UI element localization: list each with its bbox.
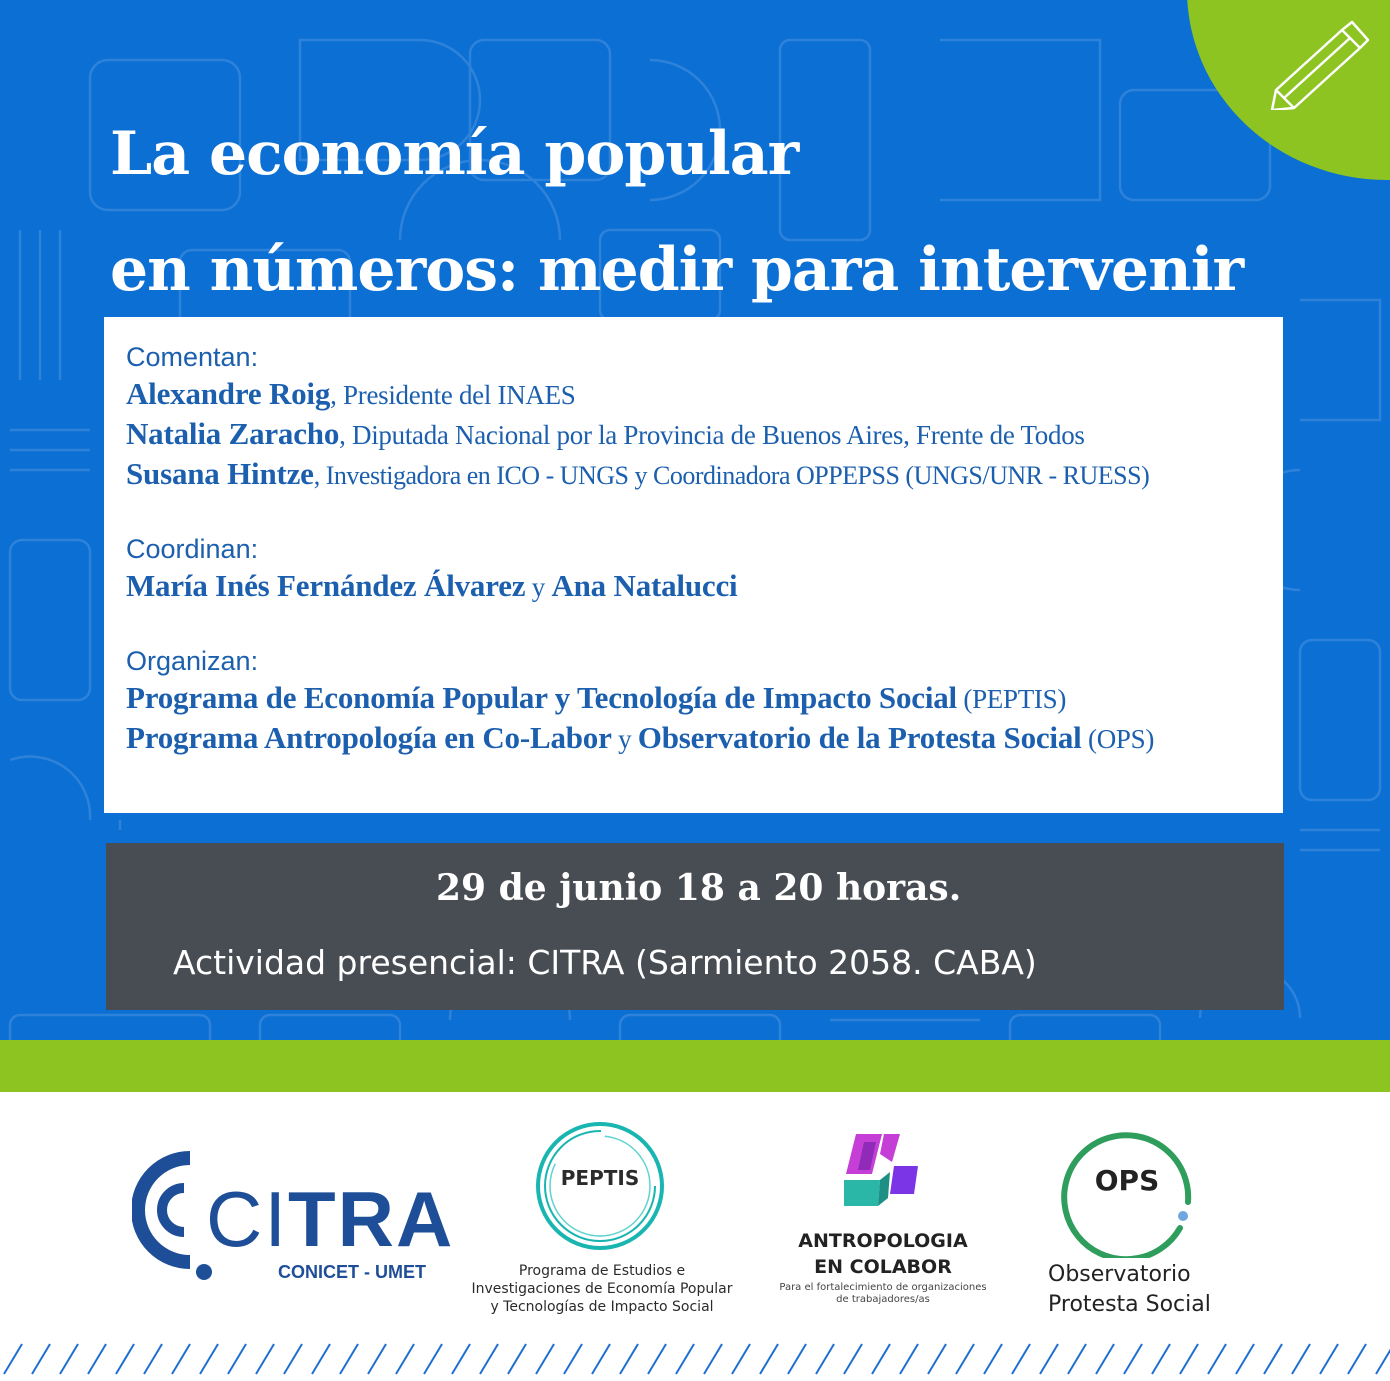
antropologia-name	[770, 1228, 996, 1280]
antropologia-name-line: EN COLABOR	[814, 1256, 952, 1278]
hatch-stroke	[1068, 1344, 1086, 1374]
hatch-stroke	[928, 1344, 946, 1374]
ops-name	[1048, 1260, 1258, 1320]
hatch-stroke	[1348, 1344, 1366, 1374]
event-date: 29 de junio 18 a 20 horas.	[436, 867, 962, 909]
hatch-stroke	[452, 1344, 470, 1374]
organizer-name: Programa de Economía Popular y Tecnología de Impacto Social	[126, 680, 957, 715]
event-title-line-1: La economía popular	[110, 119, 799, 189]
citra-wordmark-c: C	[206, 1175, 265, 1263]
peptis-name: PEPTIS	[560, 1166, 640, 1190]
antropologia-name-line: ANTROPOLOGIA	[798, 1230, 968, 1252]
speakers-panel	[104, 317, 1283, 813]
green-divider-band	[0, 1040, 1390, 1092]
hatch-stroke	[592, 1344, 610, 1374]
ops-name-line: Observatorio	[1048, 1262, 1191, 1287]
hatch-stroke	[4, 1344, 22, 1374]
peptis-description	[470, 1262, 734, 1316]
hatch-stroke	[1236, 1344, 1254, 1374]
hatch-stroke	[536, 1344, 554, 1374]
hatch-stroke	[760, 1344, 778, 1374]
hatch-stroke	[60, 1344, 78, 1374]
hatch-stroke	[200, 1344, 218, 1374]
peptis-desc-line: Programa de Estudios e	[518, 1263, 686, 1279]
hatch-stroke	[1012, 1344, 1030, 1374]
hatch-stroke	[480, 1344, 498, 1374]
hatch-stroke	[788, 1344, 806, 1374]
hatch-stroke	[648, 1344, 666, 1374]
peptis-logo	[470, 1118, 734, 1318]
speaker-role: , Presidente del INAES	[330, 380, 576, 410]
speaker-role: , Investigadora en ICO - UNGS y Coordinadora OPPEPSS (UNGS/UNR - RUESS)	[313, 461, 1150, 490]
hatch-stroke	[1040, 1344, 1058, 1374]
organizan-label: Organizan:	[126, 646, 259, 676]
ops-abbreviation: OPS	[1094, 1164, 1160, 1197]
hatch-stroke	[732, 1344, 750, 1374]
antropologia-logo	[770, 1132, 1010, 1312]
hatch-stroke	[1096, 1344, 1114, 1374]
hatch-stroke	[1264, 1344, 1282, 1374]
hatch-stroke	[956, 1344, 974, 1374]
hatch-stroke	[312, 1344, 330, 1374]
organizer-abbr: (PEPTIS)	[956, 684, 1067, 714]
peptis-desc-line: Investigaciones de Economía Popular	[471, 1281, 733, 1297]
hatch-stroke	[1208, 1344, 1226, 1374]
citra-subtitle: CONICET - UMET	[278, 1262, 426, 1282]
organizer-row	[126, 678, 1283, 718]
hatch-stroke	[424, 1344, 442, 1374]
hatch-stroke	[1180, 1344, 1198, 1374]
citra-logo-mark	[132, 1150, 212, 1280]
citra-logo	[132, 1150, 455, 1290]
speaker-role: , Diputada Nacional por la Provincia de Buenos Aires, Frente de Todos	[339, 420, 1085, 450]
hatch-stroke	[816, 1344, 834, 1374]
organizer-connector: y	[611, 724, 638, 754]
antropologia-desc-line: Para el fortalecimiento de organizaciones	[779, 1282, 987, 1293]
hatch-stroke	[1320, 1344, 1338, 1374]
coordinan-label: Coordinan:	[126, 534, 259, 564]
event-details-box	[106, 843, 1284, 1010]
hatch-stroke	[32, 1344, 50, 1374]
hatch-stroke	[900, 1344, 918, 1374]
organizer-name: Observatorio de la Protesta Social	[637, 720, 1082, 755]
coordinator-name: Ana Natalucci	[551, 568, 738, 603]
hatch-stroke	[284, 1344, 302, 1374]
citra-wordmark-tra: TRA	[288, 1175, 455, 1263]
ops-name-line: Protesta Social	[1048, 1292, 1211, 1317]
hatch-stroke	[1376, 1344, 1390, 1374]
pencil-icon	[1268, 18, 1378, 110]
hatch-stroke	[620, 1344, 638, 1374]
hatch-stroke	[984, 1344, 1002, 1374]
hatch-stroke	[396, 1344, 414, 1374]
hatch-stroke	[88, 1344, 106, 1374]
hatch-stroke	[172, 1344, 190, 1374]
speaker-row	[126, 374, 1283, 414]
organizer-abbr: (OPS)	[1081, 724, 1155, 754]
antropologia-description	[770, 1282, 996, 1306]
antropologia-logo-mark	[842, 1132, 922, 1216]
hatch-stroke	[1292, 1344, 1310, 1374]
coordinators-row	[126, 566, 1283, 606]
hatch-stroke	[704, 1344, 722, 1374]
hatch-stroke	[1124, 1344, 1142, 1374]
event-title-line-2: en números: medir para intervenir	[110, 235, 1244, 305]
hatch-stroke	[340, 1344, 358, 1374]
speaker-name: Alexandre Roig	[126, 376, 331, 411]
hatch-stroke	[116, 1344, 134, 1374]
hatch-stroke	[1152, 1344, 1170, 1374]
ops-logo	[1040, 1116, 1260, 1322]
hatch-stroke	[228, 1344, 246, 1374]
citra-wordmark	[206, 1174, 454, 1265]
hatch-stroke	[872, 1344, 890, 1374]
peptis-desc-line: y Tecnologías de Impacto Social	[490, 1299, 714, 1315]
event-place: Actividad presencial: CITRA (Sarmiento 2058. CABA)	[173, 943, 1037, 982]
speaker-name: Natalia Zaracho	[126, 416, 340, 451]
bottom-hatch-decoration	[0, 1340, 1390, 1376]
sponsor-logos	[0, 1092, 1390, 1322]
hatch-stroke	[508, 1344, 526, 1374]
organizer-name: Programa Antropología en Co-Labor	[126, 720, 612, 755]
antropologia-desc-line: de trabajadores/as	[836, 1294, 930, 1305]
citra-wordmark-i: I	[264, 1175, 289, 1263]
hatch-stroke	[676, 1344, 694, 1374]
hatch-stroke	[256, 1344, 274, 1374]
speaker-name: Susana Hintze	[126, 456, 314, 491]
coordinator-connector: y	[525, 572, 552, 602]
coordinator-name: María Inés Fernández Álvarez	[126, 568, 526, 603]
event-title	[110, 96, 1243, 328]
comentan-label: Comentan:	[126, 342, 259, 372]
organizer-row	[126, 718, 1283, 758]
speaker-row	[126, 414, 1283, 454]
hatch-stroke	[564, 1344, 582, 1374]
hatch-stroke	[844, 1344, 862, 1374]
speaker-row	[126, 454, 1283, 494]
hatch-stroke	[368, 1344, 386, 1374]
hatch-stroke	[144, 1344, 162, 1374]
